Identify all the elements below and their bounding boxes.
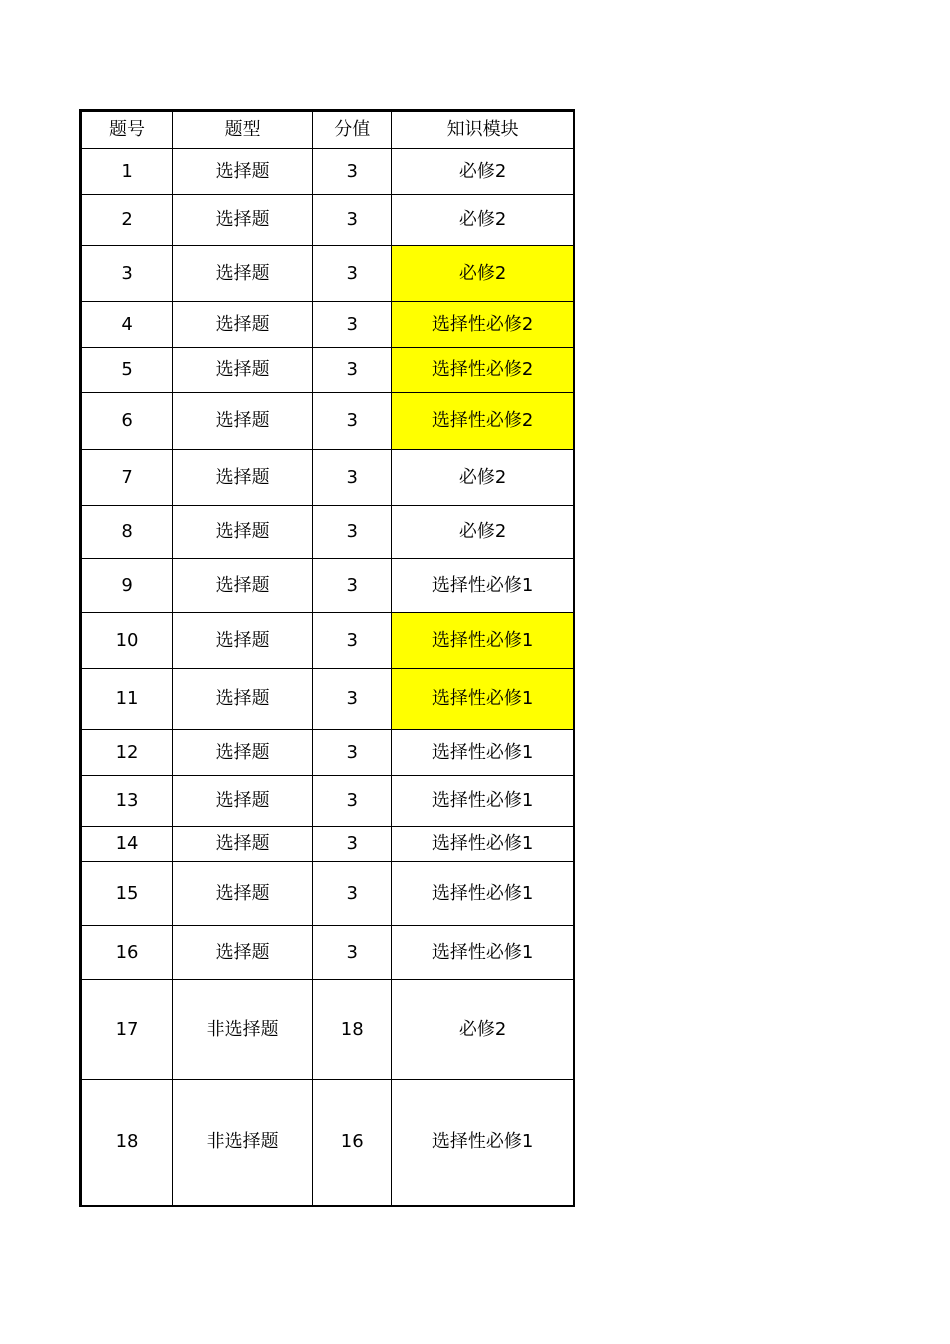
cell-question-type: 选择题 [173,195,313,246]
cell-knowledge-module: 选择性必修1 [392,559,574,613]
cell-question-number: 14 [81,827,173,862]
header-question-type: 题型 [173,111,313,149]
cell-question-number: 9 [81,559,173,613]
cell-question-number: 12 [81,730,173,776]
cell-score: 18 [313,980,392,1080]
cell-question-number: 17 [81,980,173,1080]
cell-question-number: 5 [81,348,173,393]
cell-knowledge-module: 选择性必修1 [392,613,574,669]
header-row [81,111,575,149]
cell-question-number: 1 [81,149,173,195]
cell-knowledge-module: 选择性必修1 [392,862,574,926]
table-row [81,149,575,195]
cell-knowledge-module: 必修2 [392,450,574,506]
cell-knowledge-module: 选择性必修1 [392,669,574,730]
cell-question-number: 11 [81,669,173,730]
cell-question-type: 非选择题 [173,1080,313,1206]
cell-knowledge-module: 选择性必修2 [392,393,574,450]
cell-question-type: 选择题 [173,613,313,669]
table-row [81,776,575,827]
cell-question-type: 选择题 [173,149,313,195]
cell-score: 3 [313,926,392,980]
table-row [81,862,575,926]
table-row [81,506,575,559]
cell-knowledge-module: 选择性必修2 [392,348,574,393]
table-row [81,730,575,776]
cell-knowledge-module: 必修2 [392,980,574,1080]
cell-question-number: 7 [81,450,173,506]
table-row [81,302,575,348]
cell-question-type: 选择题 [173,730,313,776]
cell-score: 16 [313,1080,392,1206]
table-row [81,926,575,980]
cell-knowledge-module: 选择性必修1 [392,827,574,862]
cell-question-number: 8 [81,506,173,559]
cell-question-number: 2 [81,195,173,246]
table-row [81,980,575,1080]
table-row [81,195,575,246]
cell-question-type: 选择题 [173,348,313,393]
cell-score: 3 [313,246,392,302]
table-row [81,827,575,862]
cell-question-type: 选择题 [173,862,313,926]
header-knowledge-module: 知识模块 [392,111,574,149]
cell-question-type: 选择题 [173,827,313,862]
cell-score: 3 [313,195,392,246]
cell-score: 3 [313,149,392,195]
cell-knowledge-module: 必修2 [392,246,574,302]
cell-score: 3 [313,393,392,450]
cell-question-number: 6 [81,393,173,450]
cell-question-number: 4 [81,302,173,348]
cell-question-type: 选择题 [173,559,313,613]
cell-knowledge-module: 必修2 [392,149,574,195]
cell-question-number: 18 [81,1080,173,1206]
cell-question-type: 选择题 [173,393,313,450]
table-row [81,559,575,613]
table-row [81,613,575,669]
cell-question-type: 选择题 [173,450,313,506]
header-question-number: 题号 [81,111,173,149]
cell-question-number: 16 [81,926,173,980]
table-row [81,348,575,393]
cell-question-type: 非选择题 [173,980,313,1080]
table-row [81,393,575,450]
exam-knowledge-table [79,109,575,1207]
cell-question-type: 选择题 [173,506,313,559]
cell-question-number: 3 [81,246,173,302]
cell-score: 3 [313,559,392,613]
cell-question-type: 选择题 [173,302,313,348]
cell-knowledge-module: 必修2 [392,195,574,246]
cell-knowledge-module: 选择性必修1 [392,776,574,827]
cell-score: 3 [313,506,392,559]
cell-question-type: 选择题 [173,926,313,980]
cell-question-type: 选择题 [173,776,313,827]
cell-knowledge-module: 选择性必修2 [392,302,574,348]
cell-question-number: 13 [81,776,173,827]
cell-knowledge-module: 选择性必修1 [392,730,574,776]
table-row [81,246,575,302]
cell-score: 3 [313,730,392,776]
cell-score: 3 [313,827,392,862]
cell-score: 3 [313,776,392,827]
cell-question-type: 选择题 [173,669,313,730]
table-row [81,669,575,730]
cell-score: 3 [313,450,392,506]
table-row [81,1080,575,1206]
cell-score: 3 [313,302,392,348]
cell-knowledge-module: 选择性必修1 [392,1080,574,1206]
cell-question-number: 10 [81,613,173,669]
cell-score: 3 [313,862,392,926]
cell-knowledge-module: 必修2 [392,506,574,559]
table-row [81,450,575,506]
cell-question-number: 15 [81,862,173,926]
cell-score: 3 [313,613,392,669]
cell-score: 3 [313,669,392,730]
header-score: 分值 [313,111,392,149]
cell-knowledge-module: 选择性必修1 [392,926,574,980]
cell-score: 3 [313,348,392,393]
cell-question-type: 选择题 [173,246,313,302]
